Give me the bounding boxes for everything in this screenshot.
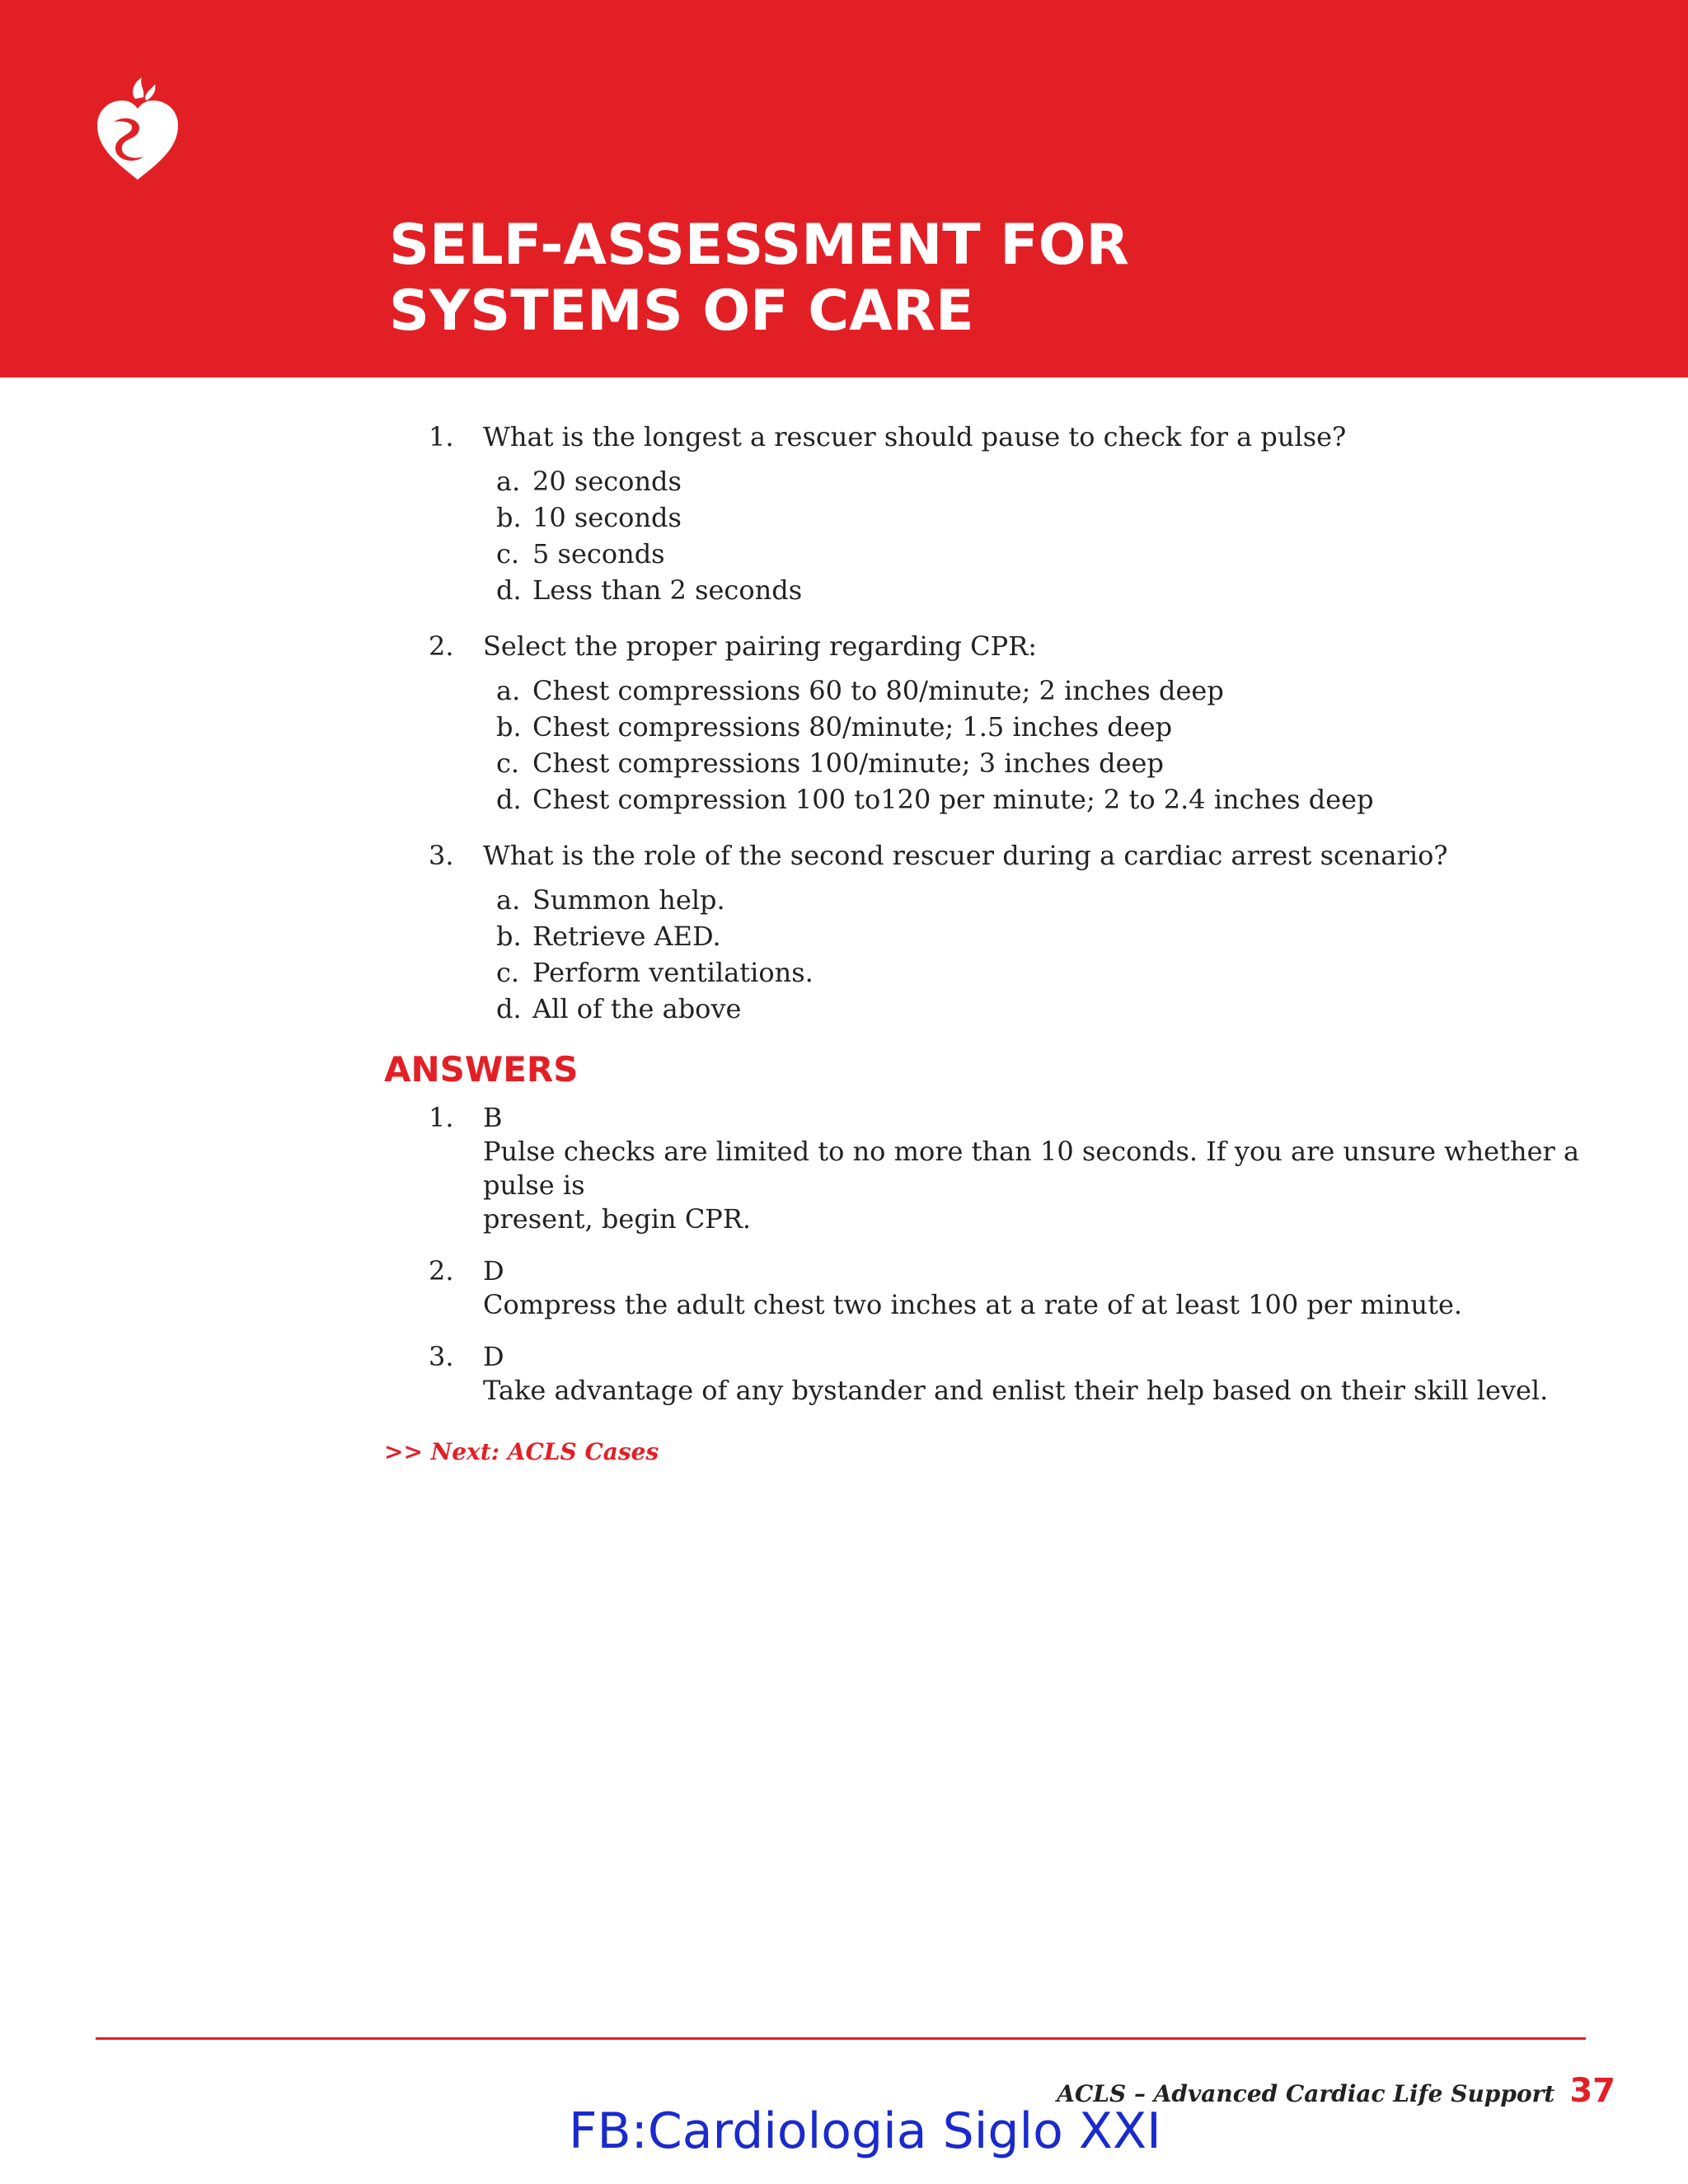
watermark-text: FB:Cardiologia Siglo XXI: [569, 2102, 1161, 2160]
answer-1: [429, 1101, 1599, 1236]
answer-explanation-continued: present, begin CPR.: [483, 1203, 752, 1235]
answer-explanation: Pulse checks are limited to no more than 10 seconds. If you are unsure whether a pulse is: [483, 1136, 1580, 1201]
option-text: Summon help.: [532, 884, 725, 916]
answer-letter: B: [483, 1102, 503, 1133]
footer-title: ACLS – Advanced Cardiac Life Support: [1057, 2080, 1555, 2107]
option-letter: c.: [496, 538, 520, 569]
option-text: 20 seconds: [532, 466, 682, 497]
answer-number: 3.: [429, 1341, 454, 1372]
option-text: Retrieve AED.: [532, 921, 721, 952]
question-text: What is the role of the second rescuer during a cardiac arrest scenario?: [483, 840, 1448, 871]
option-item: [496, 673, 1599, 709]
answer-explanation: Compress the adult chest two inches at a rate of at least 100 per minute.: [483, 1289, 1463, 1320]
answers-heading: ANSWERS: [384, 1049, 579, 1090]
option-text: Chest compressions 80/minute; 1.5 inches deep: [532, 711, 1173, 743]
option-text: All of the above: [532, 993, 742, 1024]
option-item: [496, 991, 1599, 1027]
option-item: [496, 463, 1599, 499]
option-letter: b.: [496, 921, 522, 952]
option-list: [429, 882, 1599, 1027]
option-letter: d.: [496, 574, 522, 606]
option-text: Perform ventilations.: [532, 957, 814, 988]
option-letter: b.: [496, 502, 522, 533]
option-text: Chest compressions 100/minute; 3 inches deep: [532, 748, 1164, 779]
question-text: What is the longest a rescuer should pause to check for a pulse?: [483, 421, 1347, 452]
answer-letter: D: [483, 1255, 504, 1286]
question-3: [429, 837, 1599, 1027]
question-number: 3.: [429, 840, 454, 871]
heart-torch-icon: [92, 74, 183, 181]
option-list: [429, 673, 1599, 818]
option-text: Less than 2 seconds: [532, 574, 803, 606]
question-list: [429, 419, 1599, 1047]
option-item: [496, 781, 1599, 818]
option-item: [496, 918, 1599, 954]
option-item: [496, 572, 1599, 608]
option-item: [496, 536, 1599, 572]
next-acls-cases-link[interactable]: >> Next: ACLS Cases: [384, 1438, 659, 1465]
page-title: [389, 213, 1543, 344]
question-number: 1.: [429, 421, 454, 452]
option-text: Chest compressions 60 to 80/minute; 2 inches deep: [532, 675, 1224, 706]
option-letter: c.: [496, 957, 520, 988]
answer-number: 1.: [429, 1102, 454, 1133]
answer-list: [429, 1101, 1599, 1426]
answer-number: 2.: [429, 1255, 454, 1286]
question-1: [429, 419, 1599, 608]
option-text: Chest compression 100 to120 per minute; 2 to 2.4 inches deep: [532, 784, 1374, 815]
page-title-line-2: SYSTEMS OF CARE: [389, 279, 974, 344]
answer-explanation: Take advantage of any bystander and enlist their help based on their skill level.: [483, 1375, 1549, 1406]
answer-2: [429, 1254, 1599, 1322]
answer-3: [429, 1340, 1599, 1408]
option-letter: d.: [496, 993, 522, 1024]
question-text: Select the proper pairing regarding CPR:: [483, 630, 1038, 662]
option-letter: c.: [496, 748, 520, 779]
option-item: [496, 745, 1599, 781]
question-number: 2.: [429, 630, 454, 662]
page-number: 37: [1569, 2072, 1615, 2110]
page-title-line-1: SELF-ASSESSMENT FOR: [389, 213, 1129, 278]
option-letter: a.: [496, 675, 521, 706]
option-text: 10 seconds: [532, 502, 682, 533]
option-item: [496, 499, 1599, 536]
footer-divider: [96, 2037, 1586, 2040]
option-list: [429, 463, 1599, 608]
question-2: [429, 628, 1599, 818]
option-letter: d.: [496, 784, 522, 815]
option-item: [496, 954, 1599, 991]
option-item: [496, 709, 1599, 745]
option-letter: a.: [496, 466, 521, 497]
option-text: 5 seconds: [532, 538, 665, 569]
option-item: [496, 882, 1599, 918]
option-letter: b.: [496, 711, 522, 743]
option-letter: a.: [496, 884, 521, 916]
answer-letter: D: [483, 1341, 504, 1372]
